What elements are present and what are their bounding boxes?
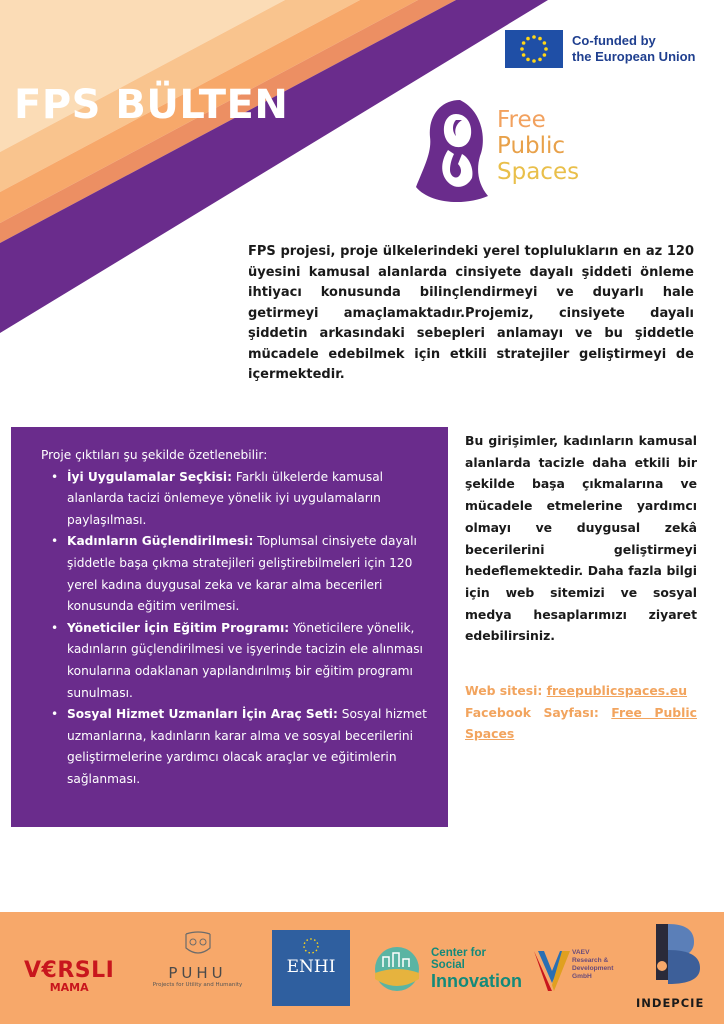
vaev-line2: Research & [572,957,609,964]
side-paragraph: Bu girişimler, kadınların kamusal alanlarda tacizle daha etkili bir şekilde başa çıkmalarına ve mücadele etmelerine yardımcı olmayı ve duygusal zekâ becerilerini geliştirmeyi hedeflemektedir. Daha fazla bilgi için web sitemizi ve sosyal medya hesaplarımızı ziyaret edebilirsiniz. [465,433,697,644]
csi-globe-icon [373,945,423,993]
eu-badge-line2: the European Union [572,49,696,64]
eu-badge-line1: Co-funded by [572,33,656,48]
project-outputs-box [11,427,448,827]
list-item [51,531,434,617]
list-item-heading: Yöneticiler İçin Eğitim Programı: [67,620,290,635]
vorsli-sub: MAMA [49,981,89,994]
bullet-icon: • [51,707,59,722]
facebook-row [465,702,697,745]
list-item-heading: Sosyal Hizmet Uzmanları İçin Araç Seti: [67,707,338,722]
contact-links [465,680,697,745]
indepcie-emblem-icon [648,922,708,994]
puhu-tagline: Projects for Utility and Humanity [152,982,243,988]
puhu-name: PUHU [168,964,227,982]
vaev-v-icon [532,945,572,995]
vorsli-name: V€RSLI [24,958,115,983]
page-title: FPS BÜLTEN [14,82,289,128]
list-item-heading: Kadınların Güçlendirilmesi: [67,534,254,549]
csi-line2: Innovation [431,971,522,991]
eu-stars-icon [301,936,321,956]
list-item-text: Toplumsal cinsiyete dayalı şiddetle başa çıkma stratejileri geliştirebilmeleri için 120 yerel kadına duygusal zeka ve karar alma becerileri konusunda eğitim verilmesi. [67,534,417,614]
list-item [51,704,434,790]
facebook-label: Facebook Sayfası: [465,704,612,720]
website-link[interactable]: freepublicspaces.eu [546,683,688,698]
csi-line1: Center for Social [431,947,486,971]
list-item-text: Yöneticilere yönelik, kadınların güçlendirilmesi ve işyerinde tacizin ele alınması konularına odaklanan yapılandırılmış bir eğitim programı sunulması. [67,620,423,700]
indepcie-name: INDEPCIE [636,996,705,1010]
outputs-list [51,467,434,791]
list-item-heading: İyi Uygulamalar Seçkisi: [67,469,232,484]
eu-cofunded-badge [505,28,710,70]
list-item [51,618,434,704]
bullet-icon: • [51,469,59,484]
partner-logo-vorsli-mama [24,958,114,994]
bullet-icon: • [51,534,59,549]
partner-logo-vaev [532,945,632,1001]
website-label: Web sitesi: [465,683,547,698]
logo-word-public: Public [497,133,566,159]
facebook-link[interactable]: Free Public Spaces [465,704,697,742]
list-item-text: Sosyal hizmet uzmanlarına, kadınların karar alma ve sosyal becerilerini geliştirmelerine yardımcı olacak araçlar ve eğitimlerin sağlanması. [67,707,427,786]
website-row [465,680,697,702]
partner-logo-indepcie [636,922,716,1012]
partner-logo-enhi [272,930,350,1006]
logo-word-spaces: Spaces [497,159,580,185]
list-item-text: Farklı ülkelerde kamusal alanlarda tacizi önlemeye yönelik iyi uygulamaların paylaşılması. [67,469,384,527]
partner-logo-center-for-social-innovation [373,945,523,993]
enhi-name: ENHI [286,957,336,977]
owl-icon [178,930,218,958]
intro-paragraph: FPS projesi, proje ülkelerindeki yerel toplulukların en az 120 üyesini kamusal alanlarda cinsiyete dayalı şiddeti önleme ihtiyacı konusunda bilinçlendirmeyi ve duyarlı hale getirmeyi amaçlamaktadır.Projemiz, cinsiyete dayalı şiddetin arkasındaki sebepleri anlamayı ve bu şiddetle mücadele edebilmek için etkili stratejiler geliştirmeyi de içermektedir. [248,244,694,382]
list-item [51,467,434,532]
eu-flag-icon [505,30,563,68]
partner-logo-puhu [150,930,245,988]
vaev-line3: Development [572,965,614,972]
vaev-line1: VAEV [572,949,590,956]
outputs-lead: Proje çıktıları şu şekilde özetlenebilir: [41,448,268,462]
bullet-icon: • [51,620,59,635]
logo-word-free: Free [497,107,546,133]
vaev-line4: GmbH [572,973,592,980]
logo-wordmark [497,107,579,185]
